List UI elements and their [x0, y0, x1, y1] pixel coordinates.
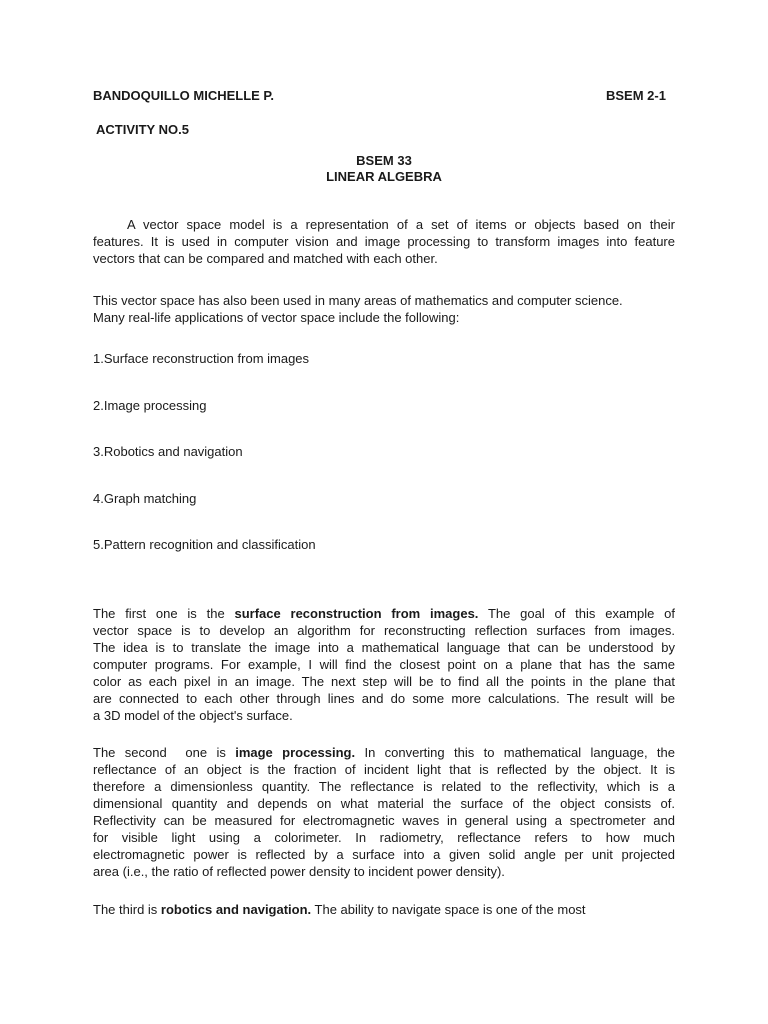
paragraph-line [93, 744, 675, 761]
paragraph-line [93, 901, 675, 918]
list-item: 3.Robotics and navigation [93, 444, 243, 459]
text-run: The ability to navigate space is one of the most [311, 902, 586, 917]
applications-intro-line: Many real-life applications of vector space include the following: [93, 310, 460, 325]
list-item: 5.Pattern recognition and classification [93, 537, 316, 552]
paragraph-line: dimensional quantity and depends on what material the surface of the object consists of. [93, 796, 675, 811]
robotics-paragraph [93, 901, 675, 918]
course-title: LINEAR ALGEBRA [326, 169, 442, 184]
list-item: 1.Surface reconstruction from images [93, 351, 310, 366]
paragraph-line: are connected to each other through lines and do some more calculations. The result will be [93, 691, 675, 706]
paragraph-line: therefore a dimensionless quantity. The reflectance is related to the reflectivity, which is a [93, 779, 675, 794]
image-processing-paragraph [93, 744, 675, 880]
intro-paragraph [93, 216, 675, 267]
text-run: In converting this to mathematical language, the [355, 745, 675, 760]
activity-title: ACTIVITY NO.5 [96, 122, 189, 137]
list-item: 4.Graph matching [93, 491, 197, 506]
text-run: The goal of this example of [478, 606, 675, 621]
list-item: 2.Image processing [93, 398, 207, 413]
applications-intro-paragraph [93, 292, 675, 326]
applications-intro-line: This vector space has also been used in many areas of mathematics and computer science. [93, 293, 623, 308]
intro-line: features. It is used in computer vision and image processing to transform images into feature [93, 234, 675, 249]
paragraph-line: area (i.e., the ratio of reflected power density to incident power density). [93, 864, 505, 879]
paragraph-line [93, 605, 675, 622]
intro-line: A vector space model is a representation of a set of items or objects based on their [127, 217, 675, 232]
paragraph-line: vector space is to develop an algorithm for reconstructing reflection surfaces from images. [93, 623, 675, 638]
course-code: BSEM 33 [356, 153, 412, 168]
section-label: BSEM 2-1 [606, 88, 666, 103]
text-run: The second one is [93, 745, 236, 760]
bold-term: image processing. [235, 745, 356, 760]
paragraph-line: color as each pixel in an image. The next step will be to find all the points in the plane that [93, 674, 675, 689]
paragraph-line: The idea is to translate the image into a mathematical language that can be understood by [93, 640, 675, 655]
paragraph-line: electromagnetic power is reflected by a surface into a given solid angle per unit projected [93, 847, 675, 862]
text-run: The first one is the [93, 606, 235, 621]
paragraph-line: Reflectivity can be measured for electromagnetic waves in general using a spectrometer and [93, 813, 675, 828]
bold-term: surface reconstruction from images. [234, 606, 479, 621]
paragraph-line: a 3D model of the object's surface. [93, 708, 293, 723]
intro-line: vectors that can be compared and matched with each other. [93, 251, 438, 266]
text-run: The third is [93, 902, 161, 917]
surface-reconstruction-paragraph [93, 605, 675, 724]
paragraph-line: reflectance of an object is the fraction of incident light that is reflected by the object. It is [93, 762, 675, 777]
paragraph-line: for visible light using a colorimeter. In radiometry, reflectance refers to how much [93, 830, 675, 845]
student-name: BANDOQUILLO MICHELLE P. [93, 88, 275, 103]
paragraph-line: computer programs. For example, I will find the closest point on a plane that has the same [93, 657, 675, 672]
bold-term: robotics and navigation. [160, 902, 312, 917]
